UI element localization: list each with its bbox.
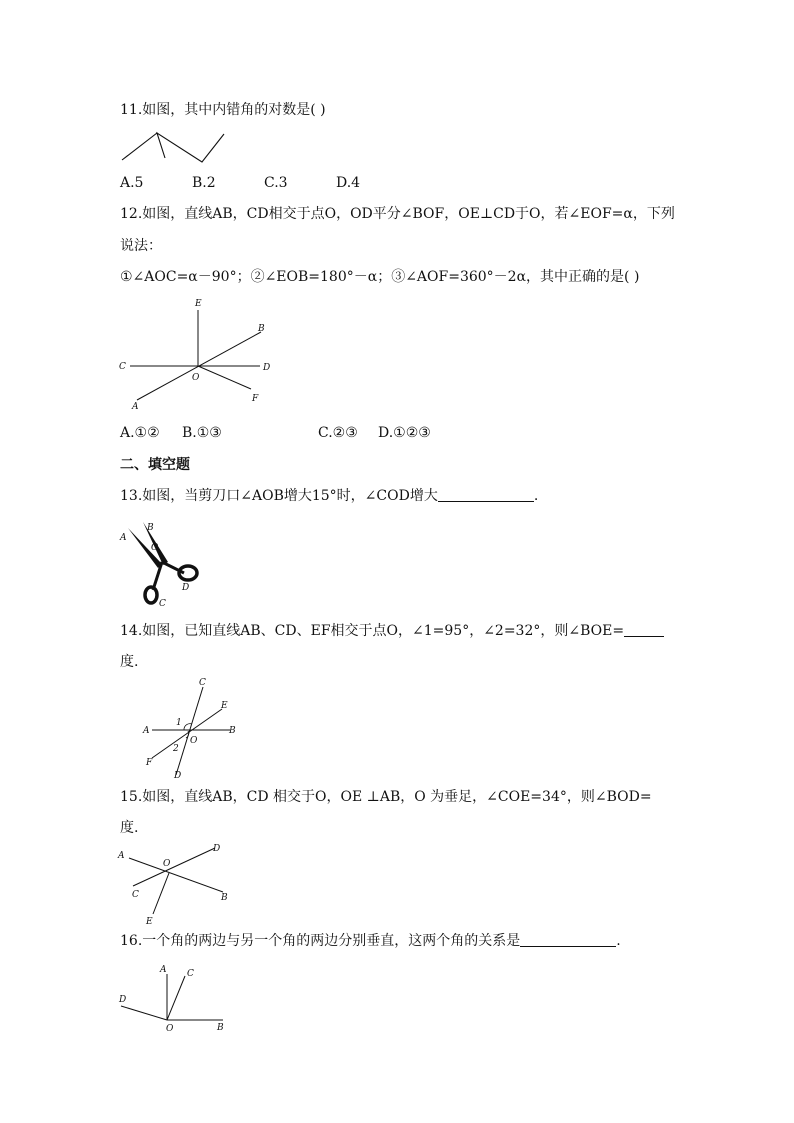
option-c[interactable]: C.3 bbox=[264, 175, 288, 191]
label-2: 2 bbox=[173, 744, 179, 754]
label-b: B bbox=[147, 523, 154, 533]
label-b: B bbox=[221, 893, 228, 903]
option-d[interactable]: D.①②③ bbox=[378, 425, 431, 441]
label-1: 1 bbox=[176, 718, 182, 728]
question-11-figure bbox=[120, 128, 230, 168]
label-b: B bbox=[258, 324, 265, 334]
question-12-options bbox=[120, 424, 431, 442]
question-16-text: 16.一个角的两边与另一个角的两边分别垂直，这两个角的关系是 bbox=[120, 933, 521, 949]
label-e: E bbox=[221, 701, 228, 711]
question-15-stem-line1: 15.如图，直线AB，CD 相交于O，OE ⊥AB，O 为垂足，∠COE=34°，则∠BOD= bbox=[120, 789, 652, 805]
label-o: O bbox=[151, 543, 159, 553]
label-a: A bbox=[132, 402, 139, 412]
scissors-figure bbox=[118, 518, 208, 610]
question-15-stem-line2: 度. bbox=[120, 820, 139, 836]
label-d: D bbox=[263, 363, 271, 373]
question-14-text: 14.如图，已知直线AB、CD、EF相交于点O，∠1=95°，∠2=32°，则∠BOE= bbox=[120, 623, 625, 639]
label-a: A bbox=[143, 726, 150, 736]
label-f: F bbox=[146, 758, 153, 768]
question-16-figure bbox=[115, 962, 235, 1037]
answer-blank[interactable] bbox=[520, 932, 616, 947]
section-title: 二、填空题 bbox=[120, 457, 190, 473]
label-f: F bbox=[252, 394, 259, 404]
label-b: B bbox=[229, 726, 236, 736]
question-13-text: 13.如图，当剪刀口∠AOB增大15°时，∠COD增大 bbox=[120, 488, 438, 504]
option-c[interactable]: C.②③ bbox=[318, 425, 358, 441]
question-14-figure bbox=[140, 675, 245, 785]
label-c: C bbox=[132, 890, 139, 900]
label-e: E bbox=[146, 917, 153, 927]
option-d[interactable]: D.4 bbox=[336, 175, 361, 191]
label-o: O bbox=[192, 373, 200, 383]
label-a: A bbox=[118, 851, 125, 861]
question-15-figure bbox=[115, 840, 235, 930]
label-d: D bbox=[182, 583, 190, 593]
question-12-figure bbox=[115, 295, 285, 415]
label-e: E bbox=[195, 299, 202, 309]
option-b[interactable]: B.2 bbox=[192, 175, 216, 191]
answer-blank[interactable] bbox=[438, 487, 534, 502]
question-11-options bbox=[120, 174, 360, 192]
question-11-stem: 11.如图，其中内错角的对数是( ) bbox=[120, 102, 326, 118]
question-14-stem-line1 bbox=[120, 622, 664, 640]
option-a[interactable]: A.①② bbox=[120, 425, 160, 441]
question-12-stem-line1: 12.如图，直线AB，CD相交于点O，OD平分∠BOF，OE⊥CD于O，若∠EOF=α，下列 bbox=[120, 206, 675, 222]
question-13-end: . bbox=[533, 488, 539, 504]
label-d: D bbox=[174, 771, 182, 781]
label-b: B bbox=[217, 1023, 224, 1033]
label-d: D bbox=[119, 995, 127, 1005]
label-a: A bbox=[160, 965, 167, 975]
option-b[interactable]: B.①③ bbox=[182, 425, 222, 441]
question-16-stem bbox=[120, 932, 621, 950]
label-c: C bbox=[159, 599, 166, 609]
answer-blank[interactable] bbox=[624, 622, 664, 637]
zigzag-lines bbox=[122, 133, 224, 162]
question-12-stem-line2: 说法： bbox=[120, 238, 162, 254]
label-d: D bbox=[213, 844, 221, 854]
question-16-end: . bbox=[616, 933, 621, 949]
label-o: O bbox=[190, 736, 198, 746]
label-c: C bbox=[119, 362, 126, 372]
label-o: O bbox=[166, 1024, 174, 1034]
label-c: C bbox=[199, 678, 206, 688]
question-14-stem-line2: 度. bbox=[120, 654, 139, 670]
question-13-stem bbox=[120, 487, 538, 505]
label-c: C bbox=[187, 969, 194, 979]
question-12-stem-line3: ①∠AOC=α－90°；②∠EOB=180°－α；③∠AOF=360°－2α，其中正确的是( ) bbox=[120, 269, 640, 285]
label-a: A bbox=[120, 533, 127, 543]
option-a[interactable]: A.5 bbox=[120, 175, 144, 191]
label-o: O bbox=[163, 859, 171, 869]
